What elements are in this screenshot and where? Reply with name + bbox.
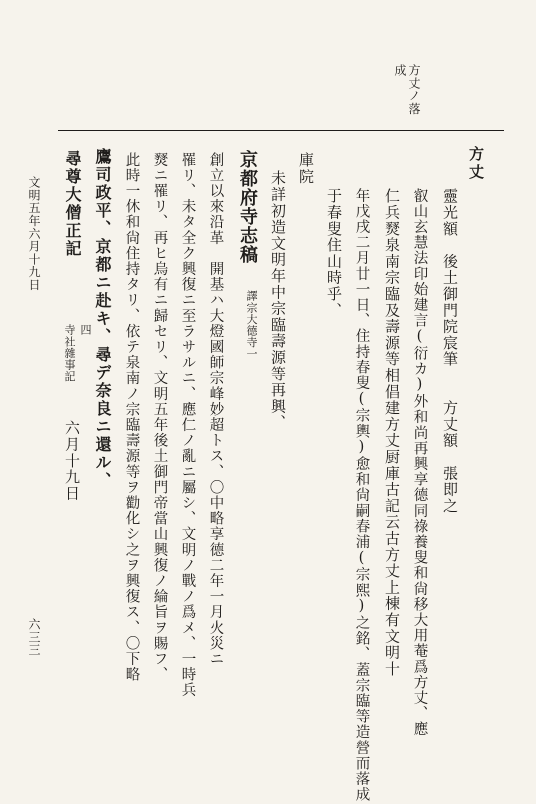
side-date-label: 文明五年六月十九日 bbox=[27, 176, 41, 292]
text-column: 創立以來沿革 開基ハ大燈國師宗峰妙超トス、〇中略享德二年一月火災ニ bbox=[207, 152, 224, 667]
entry-date: 六月十九日 bbox=[63, 420, 81, 502]
citation-block bbox=[238, 150, 256, 264]
citation-title: 尋尊大僧正記 bbox=[63, 150, 82, 258]
page-number: 六三三 bbox=[27, 618, 41, 657]
running-head: 方丈ノ落 bbox=[407, 64, 421, 116]
text-column: 仁兵燹泉南宗臨及壽源等相倡建方丈厨庫古記云古方丈上棟有文明十 bbox=[383, 188, 401, 677]
section-heading: 方丈 bbox=[467, 146, 485, 182]
running-head-cont: 成 bbox=[393, 64, 407, 77]
citation-note: 譯宗大德寺一 bbox=[245, 290, 258, 360]
text-column: 罹リ、未タ全ク興復ニ至ラサルニ、應仁ノ亂ニ屬シ、文明ノ戰ノ爲メ、一時兵 bbox=[179, 152, 196, 698]
citation-note: 寺社雜事記 bbox=[63, 324, 76, 382]
citation-title: 京都府寺志稿 bbox=[237, 150, 258, 264]
text-column: 此時一休和尙住持タリ、依テ泉南ノ宗臨壽源等ヲ勸化シ之ヲ興復ス、〇下略 bbox=[123, 152, 140, 683]
entry-heading: 鷹司政平、京都ニ赴キ、尋デ奈良ニ還ル、 bbox=[93, 148, 112, 490]
text-column: 叡山玄慧法印始建言(衍カ)外和尚再興享德同祿養叟和尙移大用菴爲方丈、應 bbox=[411, 188, 428, 737]
sub-heading: 庫院 bbox=[297, 152, 315, 185]
citation-note: 四 bbox=[79, 324, 92, 336]
text-column: 于春叟住山時乎、 bbox=[325, 188, 343, 319]
text-column: 靈光額 後土御門院宸筆 方丈額 張即之 bbox=[441, 188, 459, 514]
header-rule bbox=[58, 130, 504, 131]
text-column: 燹ニ罹リ、再ヒ烏有ニ歸セリ、文明五年後土御門帝當山興復ノ綸旨ヲ賜フ、 bbox=[151, 152, 168, 683]
text-column: 未詳初造文明年中宗臨壽源等再興、 bbox=[269, 170, 287, 431]
text-column: 年戊戌二月廿一日、住持春叟(宗輿)愈和尙嗣春浦(宗熙)之銘、蓋宗臨等造營而落成 bbox=[353, 188, 370, 803]
